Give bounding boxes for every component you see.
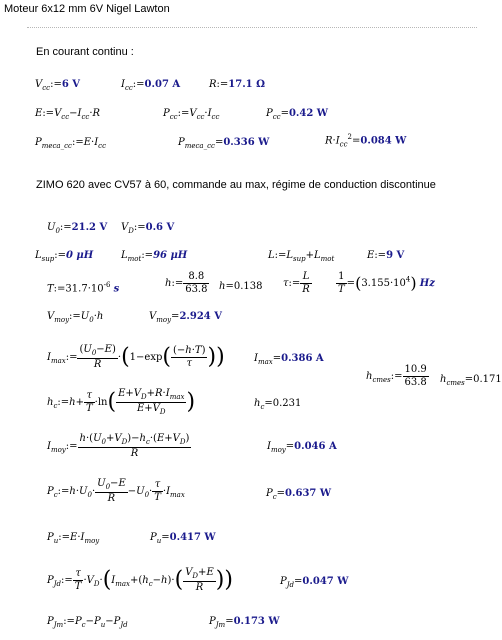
pcc-result: $P_{cc}=0.42$ W (266, 108, 329, 121)
pc-value: 0.637 W (285, 488, 332, 499)
pmeca-formula[interactable]: $P_{meca\_cc}:=E\cdot I_{cc}$ (35, 137, 106, 150)
imax-value: 0.386 A (281, 353, 324, 364)
hc-formula[interactable]: $h_c:=h+$ $\frac{\tau}{T}$ ·ln( $\frac{E+V_D+R\cdot I_{max}}{E+V_D}$ ) (47, 388, 196, 416)
vmoy-result: $V_{moy}=2.924$ V (149, 311, 222, 324)
section-continuous-heading: En courant continu : (36, 46, 134, 58)
pmeca-result: $P_{meca\_cc}=0.336$ W (178, 137, 270, 150)
t-unit: s (113, 283, 120, 295)
inverse-t-exponent: 4 (405, 275, 411, 284)
joule-cc-result: $R\cdot I_{cc}^2=0.084$ W (325, 133, 407, 149)
u0-definition[interactable]: $U_0:=21.2$ V (47, 222, 108, 235)
imax-result: $I_{max}=0.386$ A (254, 353, 324, 366)
pc-result: $P_c=0.637$ W (266, 488, 332, 501)
vcc-definition[interactable]: $V_{cc}:=6$ V (35, 79, 81, 92)
pmeca-value: 0.336 W (223, 137, 270, 148)
pu-formula[interactable]: $P_u:=E\cdot I_{moy}$ (47, 532, 100, 545)
section-zimo-heading: ZIMO 620 avec CV57 à 60, commande au max, régime de conduction discontinue (36, 179, 436, 191)
h-result: h=0.138 (219, 281, 263, 292)
lsup-value: 0 μH (65, 250, 94, 261)
vd-value: 0.6 V (145, 222, 175, 233)
e-formula[interactable]: $E:=V_{cc}-I_{cc}\cdot R$ (35, 108, 101, 121)
pc-formula[interactable]: $P_c:=h\cdot U_0\cdot$ $\frac{U_0-E}{R}$ $-U_0\cdot$ $\frac{\tau}{T}$ $\cdot I_{max}$ (47, 478, 185, 504)
inverse-t-unit: Hz (419, 278, 435, 289)
t-exponent: -6 (103, 281, 111, 289)
pjd-value: 0.047 W (302, 576, 349, 587)
imax-formula[interactable]: $I_{max}:=$ $\frac{(U_0-E)}{R}$ ·(1−exp( $\frac{(-h\cdot T)}{\tau}$ )) (47, 344, 225, 370)
imoy-formula[interactable]: $I_{moy}:=$ $\frac{h\cdot(U_0+V_D)-h_c\cdot(E+V_D)}{R}$ (47, 433, 190, 459)
pjd-formula[interactable]: $P_{Jd}:=$ $\frac{\tau}{T}$ $\cdot V_D\cdot(I_{max}+(h_c-h)\cdot$( $\frac{V_D+E}{R}$ )) (47, 567, 233, 593)
region-separator (27, 27, 477, 28)
vmoy-formula[interactable]: $V_{moy}:=U_0\cdot h$ (47, 311, 104, 324)
inverse-t-result: $\frac{1}{T}$ $=(3.155\cdot 10^4)$ Hz (338, 271, 435, 295)
lmot-definition[interactable]: $L_{mot}:=96$ μH (121, 250, 188, 263)
hcmes-result: $h_{cmes}=0.171$ (440, 374, 502, 387)
inverse-t-mantissa: 3.155 (361, 278, 390, 289)
lsup-definition[interactable]: $L_{sup}:=0$ μH (35, 250, 94, 263)
pjd-result: $P_{Jd}=0.047$ W (280, 576, 349, 589)
t-mantissa: 31.7 (65, 283, 88, 295)
icc-definition[interactable]: $I_{cc}:=0.07$ A (121, 79, 181, 92)
hcmes-value: 0.171 (473, 374, 502, 385)
pjm-formula[interactable]: $P_{Jm}:=P_c-P_u-P_{Jd}$ (47, 616, 128, 629)
imoy-value: 0.046 A (294, 441, 337, 452)
pjm-result: $P_{Jm}=0.173$ W (209, 616, 280, 629)
h-formula[interactable]: h:= $\frac{8.8}{63.8}$ (165, 271, 208, 295)
t-definition[interactable]: $T:=31.7\cdot 10^{-6}$ s (47, 281, 120, 295)
u0-value: 21.2 V (71, 222, 108, 233)
r-value: 17.1 Ω (228, 79, 266, 90)
h-numerator: 8.8 (183, 272, 209, 284)
r-definition[interactable]: R:=17.1 Ω (209, 79, 266, 90)
icc-value: 0.07 A (144, 79, 181, 90)
worksheet-title: Moteur 6x12 mm 6V Nigel Lawton (4, 3, 170, 15)
l-formula[interactable]: $L:=L_{sup}+L_{mot}$ (268, 250, 335, 263)
h-denominator: 63.8 (185, 284, 208, 295)
pcc-formula[interactable]: $P_{cc}:=V_{cc}\cdot I_{cc}$ (163, 108, 220, 121)
e-value: 9 V (386, 250, 405, 261)
hcmes-formula[interactable]: $h_{cmes}:=$ $\frac{10.9}{63.8}$ (366, 364, 427, 388)
joule-cc-value: 0.084 W (360, 135, 407, 147)
h-value: 0.138 (233, 281, 263, 292)
e-definition[interactable]: E:=9 V (367, 250, 405, 261)
hc-value: 0.231 (272, 398, 302, 409)
pcc-value: 0.42 W (288, 108, 329, 119)
pu-value: 0.417 W (169, 532, 216, 543)
hcmes-denominator: 63.8 (404, 377, 427, 388)
pu-result: $P_u=0.417$ W (150, 532, 216, 545)
hcmes-numerator: 10.9 (404, 364, 427, 375)
tau-formula[interactable]: τ:= $\frac{L}{R}$ (283, 271, 310, 295)
hc-result: $h_c=0.231$ (254, 398, 302, 411)
vcc-value: 6 V (61, 79, 81, 90)
pjm-value: 0.173 W (233, 616, 280, 627)
vd-definition[interactable]: $V_D:=0.6$ V (121, 222, 175, 235)
imoy-result: $I_{moy}=0.046$ A (267, 441, 337, 454)
vmoy-value: 2.924 V (179, 311, 222, 322)
lmot-value: 96 μH (153, 250, 188, 261)
